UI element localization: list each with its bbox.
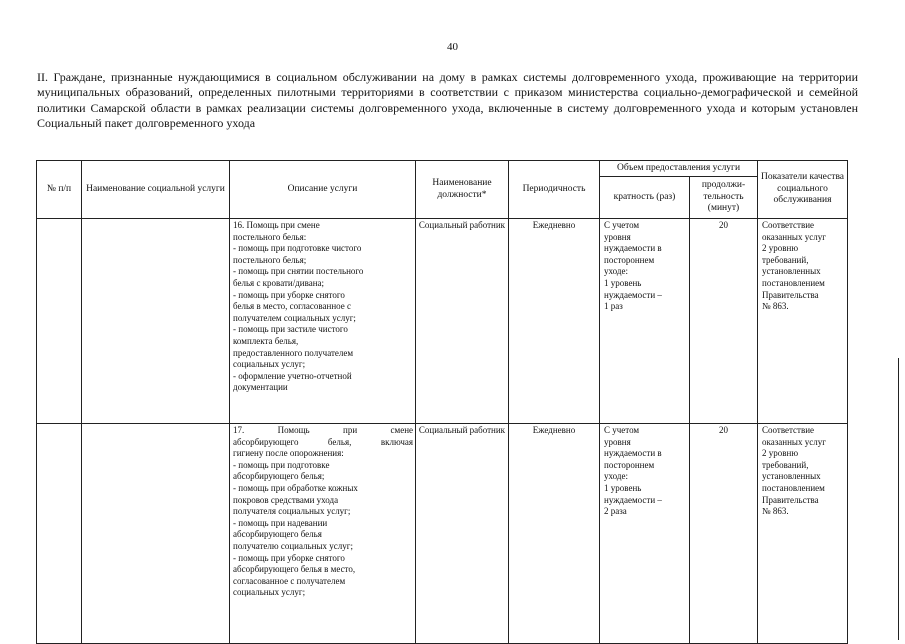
frequency-line: уходе: xyxy=(604,266,628,277)
header-position: Наименование должности* xyxy=(416,161,509,219)
quality-line: установленных xyxy=(762,471,821,482)
header-description: Описание услуги xyxy=(230,161,416,219)
frequency-line: нуждаемости – xyxy=(604,289,662,300)
quality-line: 2 уровню xyxy=(762,243,799,254)
quality-line: № 863. xyxy=(762,506,789,517)
description-line: абсорбирующего белья; xyxy=(233,471,325,482)
row-frequency-cell xyxy=(600,424,690,644)
description-line: согласованное с получателем xyxy=(233,575,346,586)
row-frequency-cell xyxy=(600,219,690,424)
quality-line: оказанных услуг xyxy=(762,231,826,242)
header-num: № п/п xyxy=(37,161,82,219)
row-num-cell xyxy=(37,219,82,424)
header-frequency: кратность (раз) xyxy=(600,177,690,219)
description-line: получателем социальных услуг; xyxy=(233,312,356,323)
scan-edge-line xyxy=(898,358,899,640)
quality-line: постановлением xyxy=(762,277,825,288)
header-volume: Объем предоставления услуги xyxy=(600,161,758,177)
row-service-name-cell xyxy=(82,424,230,644)
table-row xyxy=(37,219,848,424)
quality-line: № 863. xyxy=(762,301,789,312)
row-periodicity-cell: Ежедневно xyxy=(509,424,600,644)
header-service-name: Наименование социальной услуги xyxy=(82,161,230,219)
frequency-line: постороннем xyxy=(604,254,655,265)
description-line: - помощь при надевании xyxy=(233,517,328,528)
quality-line: Соответствие xyxy=(762,220,815,230)
row-duration-cell: 20 xyxy=(690,219,758,424)
frequency-line: нуждаемости в xyxy=(604,243,662,254)
description-line: получателя социальных услуг; xyxy=(233,506,351,517)
services-table xyxy=(36,160,848,644)
description-line: постельного белья; xyxy=(233,254,307,265)
frequency-line: уровня xyxy=(604,231,631,242)
row-num-cell xyxy=(37,424,82,644)
quality-line: Соответствие xyxy=(762,425,815,435)
description-line: документации xyxy=(233,382,288,393)
description-line: - помощь при снятии постельного xyxy=(233,266,364,277)
header-duration: продолжи-тельность (минут) xyxy=(690,177,758,219)
quality-line: Правительства xyxy=(762,289,819,300)
row-description-cell xyxy=(230,424,416,644)
description-line: белья в место, согласованное с xyxy=(233,301,351,312)
frequency-line: 2 раза xyxy=(604,506,627,517)
description-line: - оформление учетно-отчетной xyxy=(233,370,352,381)
frequency-line: С учетом xyxy=(604,425,640,435)
header-row-top xyxy=(37,161,848,177)
quality-line: Правительства xyxy=(762,494,819,505)
table-row xyxy=(37,424,848,644)
quality-line: установленных xyxy=(762,266,821,277)
description-line: - помощь при уборке снятого xyxy=(233,289,345,300)
row-duration-cell: 20 xyxy=(690,424,758,644)
description-line: гигиену после опорожнения: xyxy=(233,448,344,459)
description-line: получателю социальных услуг; xyxy=(233,540,353,551)
frequency-line: 1 уровень xyxy=(604,277,642,288)
frequency-line: уровня xyxy=(604,436,631,447)
frequency-line: 1 уровень xyxy=(604,482,642,493)
row-description-cell xyxy=(230,219,416,424)
quality-line: постановлением xyxy=(762,482,825,493)
description-line: абсорбирующего белья в место, xyxy=(233,564,356,575)
description-line: покровов средствами ухода xyxy=(233,494,339,505)
description-line: абсорбирующего белья, включая xyxy=(233,436,413,447)
frequency-line: 1 раз xyxy=(604,301,623,312)
description-line: - помощь при уборке снятого xyxy=(233,552,345,563)
frequency-line: уходе: xyxy=(604,471,628,482)
row-quality-cell xyxy=(758,424,848,644)
description-line: постельного белья: xyxy=(233,231,307,242)
row-position-cell: Социальный работник xyxy=(416,424,509,644)
frequency-line: С учетом xyxy=(604,220,640,230)
row-quality-cell xyxy=(758,219,848,424)
description-line: социальных услуг; xyxy=(233,359,306,370)
description-line: 16. Помощь при смене xyxy=(233,220,320,230)
frequency-line: постороннем xyxy=(604,459,655,470)
description-line: - помощь при застиле чистого xyxy=(233,324,348,335)
row-position-cell: Социальный работник xyxy=(416,219,509,424)
description-line: - помощь при обработке кожных xyxy=(233,482,358,493)
page-number: 40 xyxy=(447,41,458,53)
header-quality: Показатели качества социального обслуживания xyxy=(758,161,848,219)
description-line: предоставленного получателем xyxy=(233,347,354,358)
quality-line: 2 уровню xyxy=(762,448,799,459)
description-line: социальных услуг; xyxy=(233,587,306,598)
quality-line: требований, xyxy=(762,459,809,470)
description-line: белья с кровати/дивана; xyxy=(233,277,325,288)
frequency-line: нуждаемости в xyxy=(604,448,662,459)
row-service-name-cell xyxy=(82,219,230,424)
section-heading: II. Граждане, признанные нуждающимися в социальном обслуживании на дому в рамках системы долговременного ухода, проживающие на территории муниципальных образований, определенных пилотными территориями в соответствии с приказом министерства социально-демографической и семейной политики Самарской области в рамках реализации системы долговременного ухода, включенные в систему долговременного ухода и которым установлен Социальный пакет долговременного ухода xyxy=(37,70,858,131)
frequency-line: нуждаемости – xyxy=(604,494,662,505)
description-line: 17. Помощь при смене xyxy=(233,425,413,435)
description-line: - помощь при подготовке xyxy=(233,459,330,470)
row-periodicity-cell: Ежедневно xyxy=(509,219,600,424)
description-line: комплекта белья, xyxy=(233,335,299,346)
quality-line: оказанных услуг xyxy=(762,436,826,447)
quality-line: требований, xyxy=(762,254,809,265)
description-line: - помощь при подготовке чистого xyxy=(233,243,362,254)
header-periodicity: Периодичность xyxy=(509,161,600,219)
description-line: абсорбирующего белья xyxy=(233,529,322,540)
